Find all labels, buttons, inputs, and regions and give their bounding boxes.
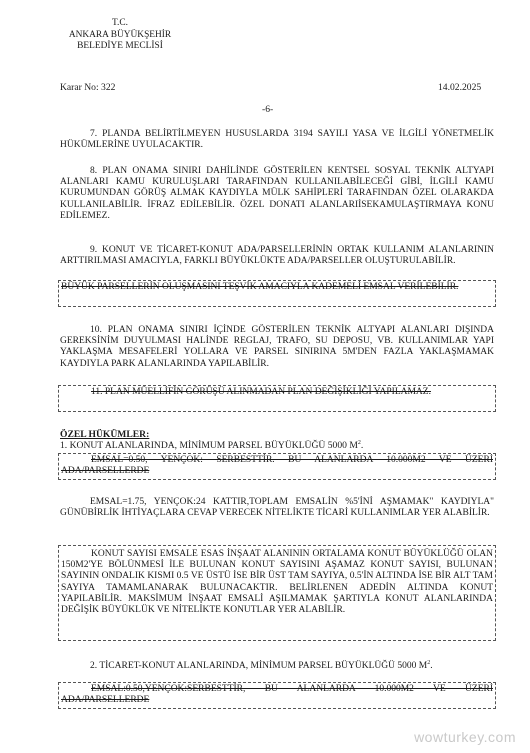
header-line-city: ANKARA BÜYÜKŞEHİR bbox=[68, 29, 172, 40]
watermark: wowturkey.com bbox=[414, 729, 516, 745]
special-provisions-title: ÖZEL HÜKÜMLER: bbox=[60, 429, 150, 440]
header-line-tc: T.C. bbox=[112, 18, 128, 28]
housing-count-box bbox=[58, 545, 496, 641]
special-item-2-deleted-box bbox=[58, 682, 496, 709]
clause-8: 8. PLAN ONAMA SINIRI DAHİLİNDE GÖSTERİLEN KENTSEL SOSYAL TEKNİK ALTYAPI ALANLARI KAMU KURULUŞLARI TARAFINDAN KULLANILABİLECEĞİ GİBİ, İLGİLİ KAMU KURUMUNDAN GÖRÜŞ ALMAK KAYDIYLA MÜLK SAHİPLERİ TARAFINDAN ÖZEL OLARAKDA KULLANILABİLİR. İFRAZ EDİLEBİLİR. ÖZEL DONATI ALANLARIİSEKAMULAŞTIRMAYA KONU EDİLEMEZ. bbox=[60, 166, 494, 221]
clause-10: 10. PLAN ONAMA SINIRI İÇİNDE GÖSTERİLEN TEKNİK ALTYAPI ALANLARI DIŞINDA GEREKSİNİM DUYULMASI HALİNDE REGLAJ, TRAFO, SU DEPOSU, VB. KULLANIMLAR YAPI YAKLAŞMA MESAFELERİ YOLLARA VE PARSEL SINIRINA 5M'DEN FAZLA YAKLAŞMAMAK KAYDIYLA PARK ALANLARINDA YAPILABİLİR. bbox=[60, 325, 494, 369]
decision-date: 14.02.2025 bbox=[438, 82, 482, 93]
special-item-1-text: 1. KONUT ALANLARINDA, MİNİMUM PARSEL BÜYÜKLÜĞÜ 5000 M bbox=[60, 440, 358, 452]
special-item-1-sup: 2 bbox=[357, 440, 361, 446]
clause-9-deleted-box bbox=[58, 280, 496, 307]
page-number: -6- bbox=[262, 104, 274, 115]
special-item-2 bbox=[60, 658, 494, 672]
special-item-2-text: 2. TİCARET-KONUT ALANLARINDA, MİNİMUM PARSEL BÜYÜKLÜĞÜ 5000 M bbox=[90, 661, 428, 672]
special-item-2-sup: 2 bbox=[427, 660, 431, 666]
clause-11-deleted-box bbox=[58, 385, 496, 412]
special-item-1-deleted-box bbox=[58, 453, 496, 480]
header-line-council: BELEDİYE MECLİSİ bbox=[77, 41, 163, 51]
special-item-2-deleted-text: EMSAL:0.50,YENÇOK:SERBESTTİR, BU ALANLARDA 10.000M2 VE ÜZERİ ADA/PARSELLERDE bbox=[61, 684, 493, 706]
institution-header bbox=[60, 18, 180, 53]
clause-9-deleted-text: BÜYÜK PARSELLERİN OLUŞMASINI TEŞVİK AMACIYLA KADEMELİ EMSAL VERİLEBİLİR. bbox=[61, 282, 459, 292]
decision-number: Karar No: 322 bbox=[60, 82, 116, 93]
special-item-1-end: . bbox=[360, 440, 364, 452]
clause-7: 7. PLANDA BELİRTİLMEYEN HUSUSLARDA 3194 SAYILI YASA VE İLGİLİ YÖNETMELİK HÜKÜMLERİNE UYULACAKTIR. bbox=[60, 129, 494, 151]
housing-count-text: KONUT SAYISI EMSALE ESAS İNŞAAT ALANININ ORTALAMA KONUT BÜYÜKLÜĞÜ OLAN 150M2'YE BÖLÜNMESİ İLE BULUNAN KONUT SAYISINI AŞAMAZ KONUT SAYISI, BULUNAN SAYININ ONDALIK KISMI 0.5 VE ÜSTÜ İSE BİR ÜST TAM SAYIYA, 0.5'İN ALTINDA İSE BİR ALT TAM SAYIYA TAMAMLANARAK BULUNACAKTIR. BELİRLENEN ADEDİN ALTINDA KONUT YAPILABİLİR. MAKSİMUM İNŞAAT EMSALİ AŞILMAMAK ŞARTIYLA KONUT ALANLARINDA DEĞİŞİK BÜYÜKLÜK VE NİTELİKTE KONUTLAR YER ALABİLİR. bbox=[61, 549, 493, 616]
clause-11-deleted-text: 11. PLAN MÜELLİFİN GÖRÜŞÜ ALINMADAN PLAN DEĞİŞİKLİĞİ YAPILAMAZ. bbox=[91, 387, 431, 397]
special-item-2-end: . bbox=[430, 661, 433, 672]
special-item-1-deleted-text: EMSAL=0.50, YENÇOK: SERBESTTİR. BU ALANLARDA 10.000M2 VE ÜZERİ ADA/PARSELLERDE bbox=[61, 455, 493, 477]
special-item-1 bbox=[60, 440, 363, 451]
clause-9: 9. KONUT VE TİCARET-KONUT ADA/PARSELLERİNİN ORTAK KULLANIM ALANLARININ ARTTIRILMASI AMACIYLA, FARKLI BÜYÜKLÜKTE ADA/PARSELLER OLUŞTURULABİLİR. bbox=[60, 245, 494, 267]
emsal-clause: EMSAL=1.75, YENÇOK:24 KATTIR,TOPLAM EMSALİN %5'İNİ AŞMAMAK" KAYDIYLA" GÜNÜBİRLİK İHTİYAÇLARA CEVAP VERECEK NİTELİKTE TİCARİ KULLANIMLAR YER ALABİLİR. bbox=[60, 497, 494, 519]
